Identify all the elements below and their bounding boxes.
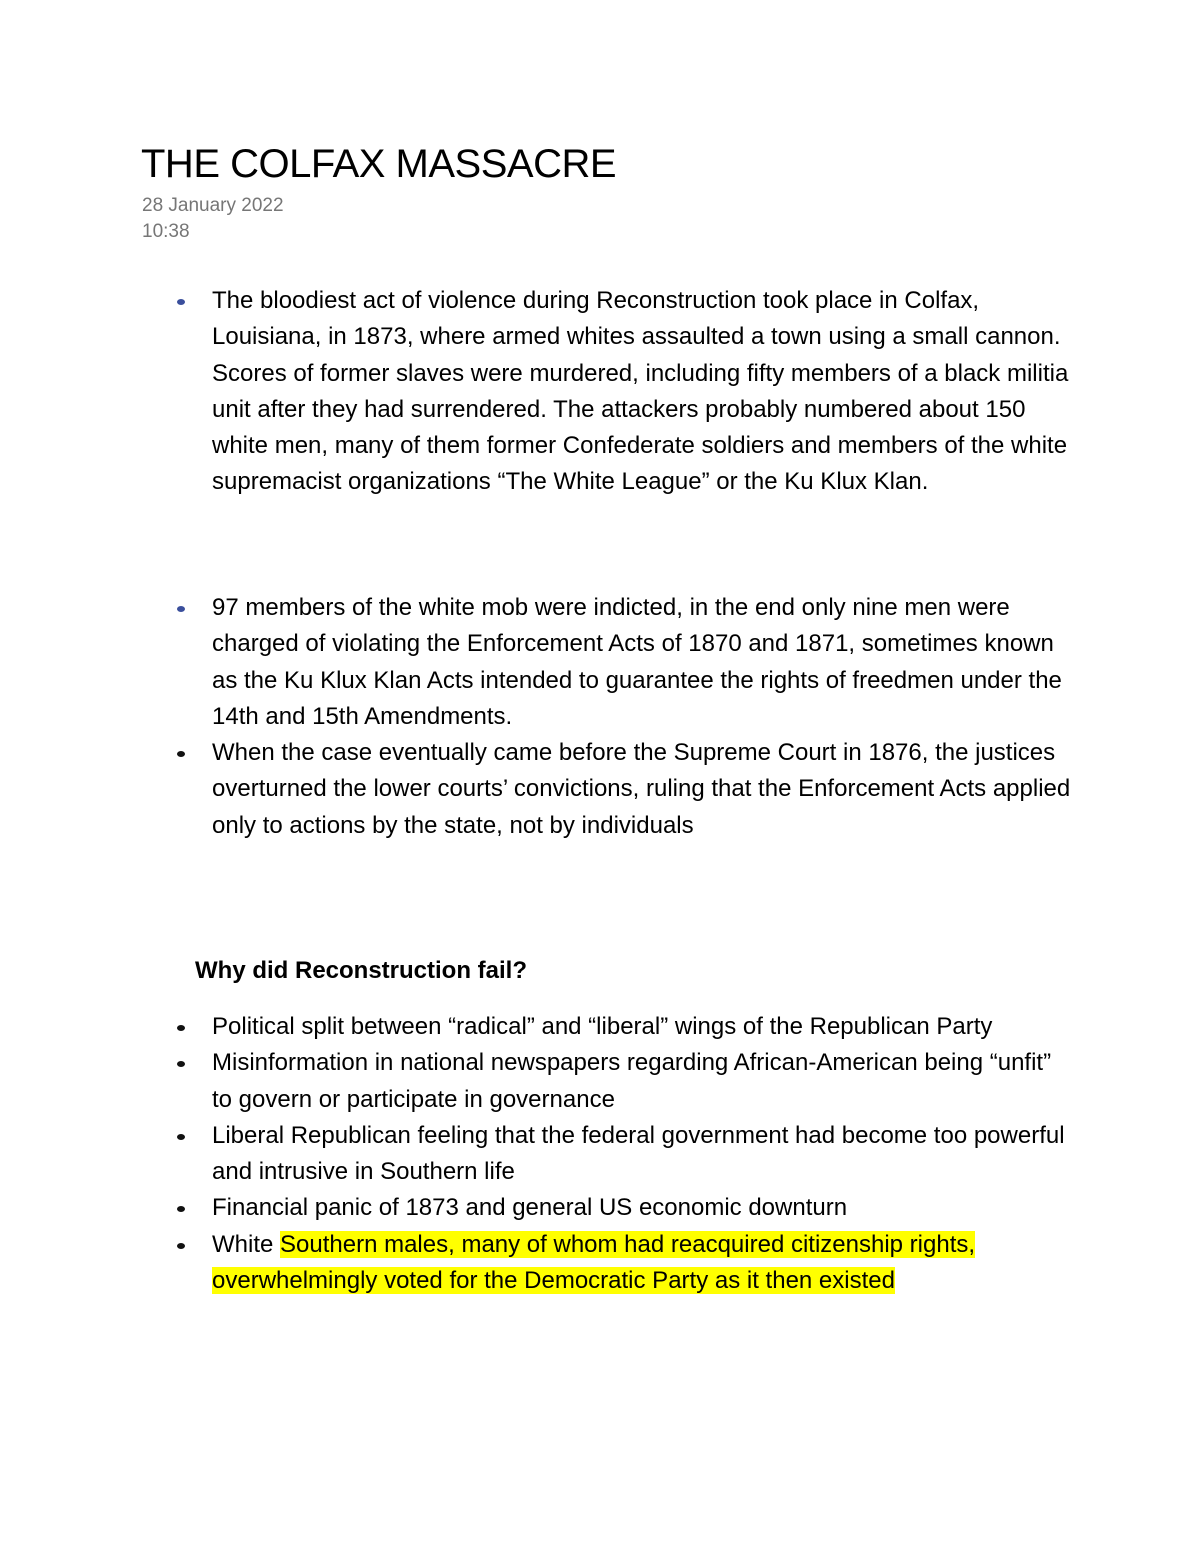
bullet-list-colfax (0, 283, 1200, 501)
bullet-icon (177, 1243, 185, 1249)
bullet-icon (177, 751, 185, 757)
list-item (0, 1009, 1072, 1045)
list-item-text: The bloodiest act of violence during Reconstruction took place in Colfax, Louisiana, in 1873, where armed whites assaulted a town using a small cannon. Scores of former slaves were murdered, including fifty members of a black militia unit after they had surrendered. The attackers probably numbered about 150 white men, many of them former Confederate soldiers and members of the white supremacist organizations “The White League” or the Ku Klux Klan. (212, 287, 1069, 496)
list-item-text-plain: White (212, 1230, 281, 1258)
list-item (0, 590, 1072, 735)
note-time: 10:38 (142, 221, 190, 242)
list-item (0, 1118, 1072, 1191)
bullet-icon (177, 1206, 185, 1212)
list-item-text: Misinformation in national newspapers regarding African-American being “unfit” to govern or participate in governance (212, 1049, 1052, 1113)
bullet-list-aftermath (0, 590, 1200, 844)
bullet-icon (177, 1025, 185, 1031)
list-item (0, 735, 1072, 844)
bullet-icon (177, 299, 185, 305)
list-item-text: 97 members of the white mob were indicted, in the end only nine men were charged of violating the Enforcement Acts of 1870 and 1871, sometimes known as the Ku Klux Klan Acts intended to guarantee the rights of freedmen under the 14th and 15th Amendments. (212, 594, 1062, 730)
list-item-text: When the case eventually came before the Supreme Court in 1876, the justices overturned the lower courts’ convictions, ruling that the Enforcement Acts applied only to actions by the state, not by individuals (212, 739, 1071, 839)
list-item-text: Financial panic of 1873 and general US economic downturn (212, 1194, 848, 1222)
section-heading: Why did Reconstruction fail? (195, 957, 528, 984)
bullet-icon (177, 1061, 185, 1067)
page-title: THE COLFAX MASSACRE (141, 142, 617, 186)
list-item (0, 1045, 1072, 1118)
bullet-icon (177, 606, 185, 612)
list-item-text: Political split between “radical” and “liberal” wings of the Republican Party (212, 1013, 993, 1040)
bullet-list-reasons (0, 1009, 1200, 1299)
bullet-icon (177, 1134, 185, 1140)
list-item-text: Liberal Republican feeling that the federal government had become too powerful and intrusive in Southern life (212, 1121, 1065, 1186)
highlighted-text: Southern males, many of whom had reacquired citizenship rights, overwhelmingly voted for the Democratic Party as it then existed (212, 1230, 976, 1295)
list-item (0, 1190, 1072, 1226)
list-item (0, 1227, 1072, 1300)
list-item (0, 283, 1072, 501)
note-date: 28 January 2022 (142, 195, 284, 216)
